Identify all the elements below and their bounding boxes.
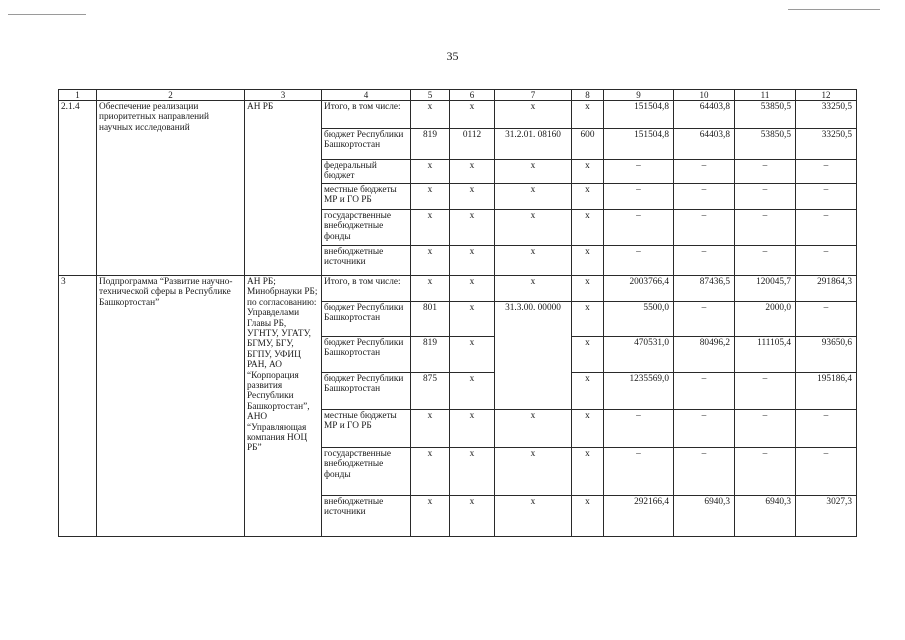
cell-c6: х (450, 301, 495, 336)
cell-c7: х (495, 495, 572, 536)
cell-c5: х (411, 209, 450, 245)
cell-c11: – (735, 372, 796, 409)
cell-c9: 5500,0 (604, 301, 674, 336)
cell-c12: – (796, 245, 857, 275)
cell-c8: х (572, 275, 604, 301)
cell-c6: х (450, 101, 495, 129)
cell-c5: х (411, 160, 450, 184)
funding-source: Итого, в том числе: (322, 101, 411, 129)
cell-c8: х (572, 245, 604, 275)
cell-c6: х (450, 245, 495, 275)
funding-source: Итого, в том числе: (322, 275, 411, 301)
funding-source: государственные внебюджетные фонды (322, 447, 411, 495)
cell-c9: – (604, 409, 674, 447)
cell-c11: – (735, 183, 796, 209)
cell-c11: 120045,7 (735, 275, 796, 301)
budget-table (58, 89, 857, 537)
cell-c8: 600 (572, 129, 604, 160)
cell-c10: 80496,2 (674, 336, 735, 372)
cell-c8: х (572, 447, 604, 495)
scan-artifact-line-right (788, 9, 880, 10)
cell-c7: х (495, 209, 572, 245)
cell-c7: х (495, 447, 572, 495)
column-number: 12 (796, 90, 857, 101)
cell-c11: – (735, 447, 796, 495)
section-executor: АН РБ (245, 101, 322, 276)
scan-artifact-line-left (8, 14, 86, 15)
cell-c11: – (735, 245, 796, 275)
funding-source: внебюджетные источники (322, 245, 411, 275)
cell-c7: х (495, 101, 572, 129)
cell-c12: 291864,3 (796, 275, 857, 301)
funding-source: местные бюджеты МР и ГО РБ (322, 183, 411, 209)
funding-source: бюджет Республики Башкортостан (322, 372, 411, 409)
cell-c5: 875 (411, 372, 450, 409)
cell-c7: 31.3.00. 00000 (495, 301, 572, 409)
cell-c8: х (572, 101, 604, 129)
cell-c6: х (450, 447, 495, 495)
cell-c5: 819 (411, 336, 450, 372)
cell-c9: – (604, 160, 674, 184)
cell-c10: 64403,8 (674, 129, 735, 160)
cell-c12: – (796, 447, 857, 495)
column-number: 11 (735, 90, 796, 101)
column-number: 4 (322, 90, 411, 101)
cell-c5: х (411, 245, 450, 275)
cell-c5: х (411, 409, 450, 447)
cell-c11: – (735, 209, 796, 245)
section-number: 2.1.4 (59, 101, 97, 276)
cell-c9: – (604, 183, 674, 209)
table-row (59, 101, 857, 129)
cell-c8: х (572, 209, 604, 245)
funding-source: государственные внебюджетные фонды (322, 209, 411, 245)
section-executor: АН РБ; Минобрнауки РБ; по согласованию: Управделами Главы РБ, УГНТУ, УГАТУ, БГМУ, БГУ, БГПУ, УФИЦ РАН, АО “Корпорация развития Республики Башкортостан”, АНО “Управляющая компания НОЦ РБ” (245, 275, 322, 536)
cell-c5: х (411, 495, 450, 536)
cell-c10: – (674, 372, 735, 409)
funding-source: местные бюджеты МР и ГО РБ (322, 409, 411, 447)
cell-c11: 2000,0 (735, 301, 796, 336)
funding-source: бюджет Республики Башкортостан (322, 301, 411, 336)
cell-c6: х (450, 409, 495, 447)
cell-c9: 1235569,0 (604, 372, 674, 409)
page-number: 35 (446, 49, 459, 63)
column-number: 6 (450, 90, 495, 101)
cell-c5: 801 (411, 301, 450, 336)
cell-c6: х (450, 372, 495, 409)
cell-c11: 53850,5 (735, 129, 796, 160)
cell-c12: – (796, 209, 857, 245)
table-row (59, 275, 857, 301)
column-number-row (59, 90, 857, 101)
cell-c7: х (495, 275, 572, 301)
cell-c10: – (674, 447, 735, 495)
cell-c8: х (572, 160, 604, 184)
cell-c8: х (572, 372, 604, 409)
cell-c6: х (450, 275, 495, 301)
cell-c10: – (674, 183, 735, 209)
cell-c12: 3027,3 (796, 495, 857, 536)
column-number: 5 (411, 90, 450, 101)
cell-c6: х (450, 209, 495, 245)
cell-c7: 31.2.01. 08160 (495, 129, 572, 160)
cell-c8: х (572, 183, 604, 209)
cell-c5: х (411, 183, 450, 209)
cell-c6: х (450, 183, 495, 209)
funding-source: внебюджетные источники (322, 495, 411, 536)
cell-c9: 2003766,4 (604, 275, 674, 301)
cell-c8: х (572, 336, 604, 372)
cell-c9: – (604, 447, 674, 495)
cell-c7: х (495, 160, 572, 184)
cell-c5: 819 (411, 129, 450, 160)
cell-c8: х (572, 409, 604, 447)
cell-c10: 64403,8 (674, 101, 735, 129)
cell-c11: 53850,5 (735, 101, 796, 129)
cell-c10: 6940,3 (674, 495, 735, 536)
cell-c12: – (796, 301, 857, 336)
cell-c11: 111105,4 (735, 336, 796, 372)
section-name: Обеспечение реализации приоритетных направлений научных исследований (97, 101, 245, 276)
column-number: 3 (245, 90, 322, 101)
cell-c10: – (674, 160, 735, 184)
column-number: 9 (604, 90, 674, 101)
cell-c6: х (450, 336, 495, 372)
cell-c12: 93650,6 (796, 336, 857, 372)
cell-c7: х (495, 409, 572, 447)
cell-c5: х (411, 447, 450, 495)
section-number: 3 (59, 275, 97, 536)
cell-c11: – (735, 160, 796, 184)
cell-c9: – (604, 209, 674, 245)
column-number: 8 (572, 90, 604, 101)
cell-c9: – (604, 245, 674, 275)
cell-c9: 292166,4 (604, 495, 674, 536)
cell-c9: 470531,0 (604, 336, 674, 372)
column-number: 1 (59, 90, 97, 101)
cell-c10: – (674, 209, 735, 245)
cell-c5: х (411, 275, 450, 301)
cell-c10: – (674, 409, 735, 447)
cell-c6: 0112 (450, 129, 495, 160)
cell-c7: х (495, 245, 572, 275)
funding-source: бюджет Республики Башкортостан (322, 336, 411, 372)
cell-c9: 151504,8 (604, 129, 674, 160)
column-number: 7 (495, 90, 572, 101)
cell-c11: – (735, 409, 796, 447)
cell-c5: х (411, 101, 450, 129)
cell-c12: 33250,5 (796, 101, 857, 129)
funding-source: бюджет Республики Башкортостан (322, 129, 411, 160)
cell-c10: – (674, 245, 735, 275)
cell-c6: х (450, 160, 495, 184)
section-name: Подпрограмма “Развитие научно-технической сферы в Республике Башкортостан” (97, 275, 245, 536)
cell-c8: х (572, 301, 604, 336)
cell-c8: х (572, 495, 604, 536)
cell-c10: 87436,5 (674, 275, 735, 301)
cell-c12: – (796, 183, 857, 209)
cell-c12: – (796, 160, 857, 184)
cell-c7: х (495, 183, 572, 209)
cell-c6: х (450, 495, 495, 536)
cell-c12: 33250,5 (796, 129, 857, 160)
column-number: 2 (97, 90, 245, 101)
funding-source: федеральный бюджет (322, 160, 411, 184)
cell-c11: 6940,3 (735, 495, 796, 536)
cell-c9: 151504,8 (604, 101, 674, 129)
cell-c12: – (796, 409, 857, 447)
cell-c10: – (674, 301, 735, 336)
cell-c12: 195186,4 (796, 372, 857, 409)
column-number: 10 (674, 90, 735, 101)
